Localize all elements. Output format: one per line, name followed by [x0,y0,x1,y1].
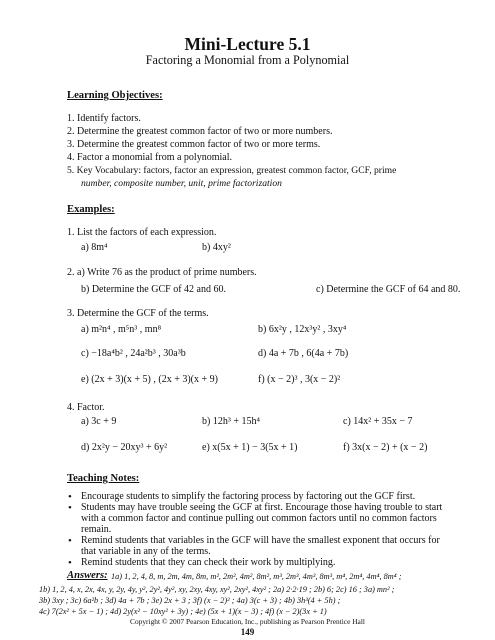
answer-line: 4c) 7(2x² + 5x − 1) ; 4d) 2y(x² − 10xy² + 3y) ; 4e) (5x + 1)(x − 3) ; 4f) (x − 2)(3x + 1) [39,607,327,616]
example-4d: d) 2x²y − 20xy³ + 6y² [81,442,168,453]
objective-item: 5. Key Vocabulary: factors, factor an expression, greatest common factor, GCF, prime [67,165,397,176]
example-1a: a) 8m⁴ [81,242,108,253]
example-3b: b) 6x²y , 12x³y² , 3xy⁴ [258,324,347,335]
example-3f: f) (x − 2)³ , 3(x − 2)² [258,374,341,385]
answers-label: Answers: [67,570,108,581]
example-3c: c) −18a⁴b² , 24a²b³ , 30a³b [81,348,186,359]
objective-item: 3. Determine the greatest common factor of two or more terms. [67,139,321,150]
teaching-notes-heading: Teaching Notes: [67,473,140,484]
copyright-footer: Copyright © 2007 Pearson Education, Inc., publishing as Pearson Prentice Hall [130,617,365,626]
objectives-heading: Learning Objectives: [67,90,163,101]
example-2-prompt: 2. a) Write 76 as the product of prime numbers. [67,267,257,278]
example-3e: e) (2x + 3)(x + 5) , (2x + 3)(x + 9) [81,374,218,385]
teaching-note-continued: remain. [81,524,112,535]
teaching-note: • Remind students that they can check their work by multiplying. [81,557,335,569]
objective-item: 2. Determine the greatest common factor of two or more numbers. [67,126,333,137]
answer-line: 1a) 1, 2, 4, 8, m, 2m, 4m, 8m, m², 2m², 4m², 8m², m³, 2m³, 4m³, 8m³, m⁴, 2m⁴, 4m⁴, 8m⁴ ; [111,572,402,581]
example-4c: c) 14x² + 35x − 7 [343,416,413,427]
examples-heading: Examples: [67,204,115,215]
example-3-prompt: 3. Determine the GCF of the terms. [67,308,209,319]
teaching-note-continued: with a common factor and continue pulling out common factors until no common factors [81,513,437,524]
example-1b: b) 4xy² [202,242,231,253]
example-4f: f) 3x(x − 2) + (x − 2) [343,442,428,453]
teaching-note: • Remind students that variables in the GCF will have the smallest exponent that occurs for [81,535,440,547]
example-4-prompt: 4. Factor. [67,402,105,413]
example-1-prompt: 1. List the factors of each expression. [67,227,217,238]
example-4b: b) 12h³ + 15h⁴ [202,416,260,427]
example-3a: a) m²n⁴ , m⁵n³ , mn⁸ [81,324,162,335]
teaching-note-continued: that variable in any of the terms. [81,546,211,557]
answer-line: 1b) 1, 2, 4, x, 2x, 4x, y, 2y, 4y, y², 2y², 4y², xy, 2xy, 4xy, xy², 2xy², 4xy² ; 2a) 2·2·19 ; 2b) 6; 2c) 16 ; 3a) mn² ; [39,585,395,594]
page-number: 149 [240,627,255,637]
teaching-note: • Encourage students to simplify the factoring process by factoring out the GCF first. [81,491,415,503]
example-4e: e) x(5x + 1) − 3(5x + 1) [202,442,298,453]
page-subtitle: Factoring a Monomial from a Polynomial [145,53,350,67]
answer-line: 3b) 3xy ; 3c) 6a²b ; 3d) 4a + 7b ; 3e) 2x + 3 ; 3f) (x − 2)² ; 4a) 3(c + 3) ; 4b) 3h³(4 + 5h) ; [39,596,341,605]
page-title: Mini-Lecture 5.1 [184,34,311,54]
objective-item: 1. Identify factors. [67,113,141,124]
example-4a: a) 3c + 9 [81,416,117,427]
example-2c: c) Determine the GCF of 64 and 80. [316,284,461,295]
example-3d: d) 4a + 7b , 6(4a + 7b) [258,348,349,359]
teaching-note: • Students may have trouble seeing the GCF at first. Encourage those having trouble to start [81,502,442,514]
objective-item: 4. Factor a monomial from a polynomial. [67,152,232,163]
objective-item-continued: number, composite number, unit, prime factorization [81,178,282,189]
example-2b: b) Determine the GCF of 42 and 60. [81,284,226,295]
